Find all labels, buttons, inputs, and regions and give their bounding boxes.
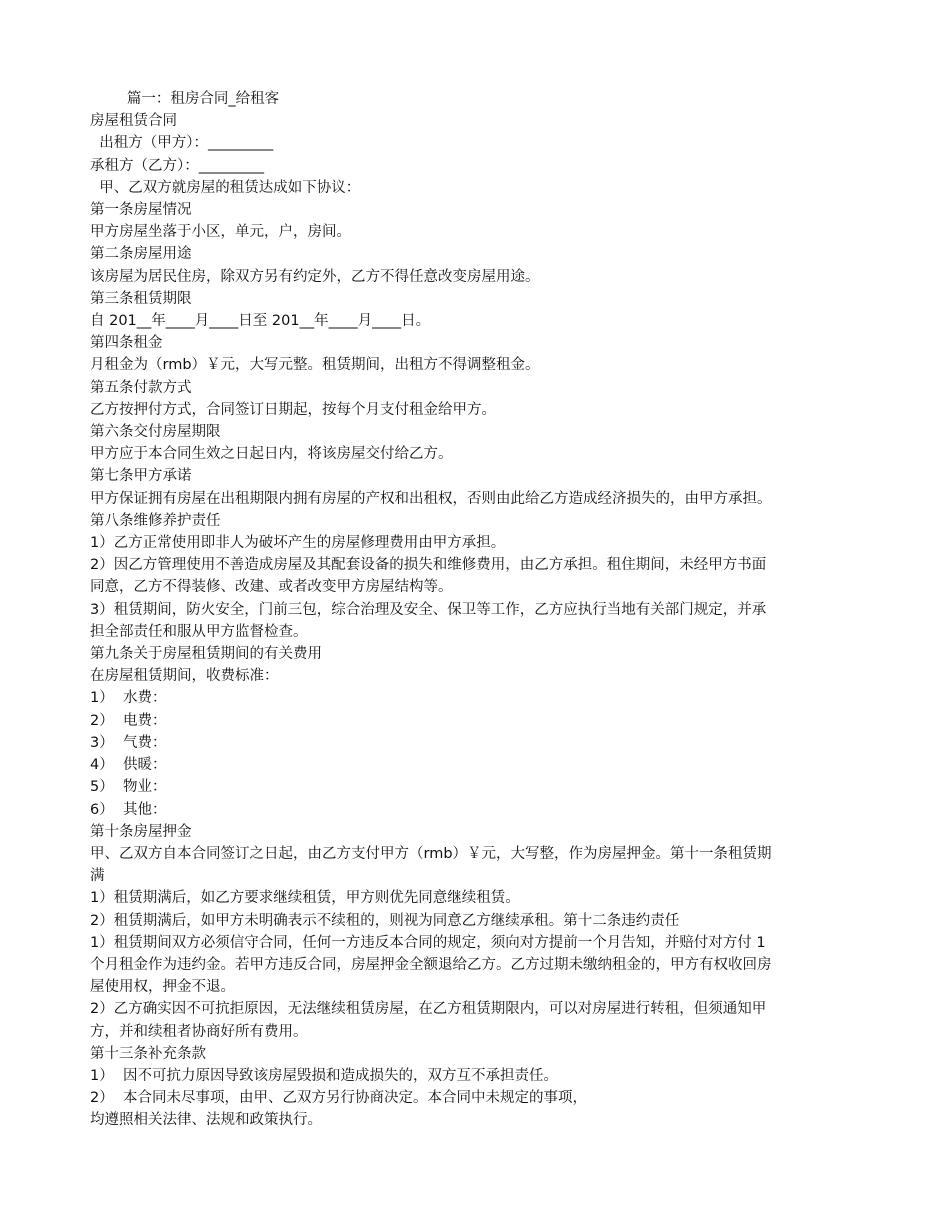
document-line: 第五条付款方式 bbox=[90, 379, 192, 396]
document-line: 5） 物业： bbox=[90, 779, 167, 796]
document-line: 均遵照相关法律、法规和政策执行。 bbox=[90, 1112, 322, 1129]
document-line: 甲、乙双方自本合同签订之日起，由乙方支付甲方（rmb）￥元，大写整，作为房屋押金。第十一条租赁期 bbox=[90, 845, 772, 862]
document-line: 1）租赁期间双方必须信守合同，任何一方违反本合同的规定，须向对方提前一个月告知，并赔付对方付 1 bbox=[90, 934, 766, 951]
document-line: 1）乙方正常使用即非人为破坏产生的房屋修理费用由甲方承担。 bbox=[90, 535, 506, 552]
document-line: 2）租赁期满后，如甲方未明确表示不续租的，则视为同意乙方继续承租。第十二条违约责任 bbox=[90, 912, 680, 929]
document-line: 第十三条补充条款 bbox=[90, 1045, 206, 1062]
document-line: 2） 电费： bbox=[90, 712, 167, 729]
document-line: 2）因乙方管理使用不善造成房屋及其配套设备的损失和维修费用，由乙方承担。租住期间，未经甲方书面 bbox=[90, 557, 767, 574]
document-line: 第三条租赁期限 bbox=[90, 290, 192, 307]
document-line: 4） 供暖： bbox=[90, 757, 167, 774]
document-line: 该房屋为居民住房，除双方另有约定外，乙方不得任意改变房屋用途。 bbox=[90, 268, 540, 285]
document-line: 第八条维修养护责任 bbox=[90, 512, 221, 529]
document-line: 出租方（甲方）：_________ bbox=[90, 135, 274, 152]
document-line: 满 bbox=[90, 868, 105, 885]
document-line: 担全部责任和服从甲方监督检查。 bbox=[90, 623, 308, 640]
document-line: 甲方保证拥有房屋在出租期限内拥有房屋的产权和出租权，否则由此给乙方造成经济损失的，由甲方承担。 bbox=[90, 490, 772, 507]
document-line: 3）租赁期间，防火安全，门前三包，综合治理及安全、保卫等工作，乙方应执行当地有关部门规定，并承 bbox=[90, 601, 767, 618]
document-line: 第九条关于房屋租赁期间的有关费用 bbox=[90, 646, 322, 663]
document-line: 第十条房屋押金 bbox=[90, 823, 192, 840]
document-line: 2） 本合同未尽事项，由甲、乙双方另行协商决定。本合同中未规定的事项， bbox=[90, 1090, 587, 1107]
document-line: 第六条交付房屋期限 bbox=[90, 424, 221, 441]
document-line: 6） 其他： bbox=[90, 801, 167, 818]
document-line: 第一条房屋情况 bbox=[90, 202, 192, 219]
document-line: 1）租赁期满后，如乙方要求继续租赁，甲方则优先同意继续租赁。 bbox=[90, 890, 520, 907]
document-line: 在房屋租赁期间，收费标准： bbox=[90, 668, 279, 685]
document-line: 屋使用权，押金不退。 bbox=[90, 979, 235, 996]
document-line: 方，并和续租者协商好所有费用。 bbox=[90, 1023, 308, 1040]
document-line: 1） 因不可抗力原因导致该房屋毁损和造成损失的，双方互不承担责任。 bbox=[90, 1067, 558, 1084]
document-line: 同意，乙方不得装修、改建、或者改变甲方房屋结构等。 bbox=[90, 579, 453, 596]
document-line: 甲方房屋坐落于小区，单元，户，房间。 bbox=[90, 224, 351, 241]
document-line: 第二条房屋用途 bbox=[90, 246, 192, 263]
document-line: 甲、乙双方就房屋的租赁达成如下协议： bbox=[90, 179, 361, 196]
document-line: 房屋租赁合同 bbox=[90, 113, 177, 130]
document-line: 承租方（乙方）：_________ bbox=[90, 157, 264, 174]
document-line: 第四条租金 bbox=[90, 335, 163, 352]
document-line: 篇一：租房合同_给租客 bbox=[90, 91, 280, 107]
document-line: 乙方按押付方式，合同签订日期起，按每个月支付租金给甲方。 bbox=[90, 401, 496, 418]
document-line: 2）乙方确实因不可抗拒原因，无法继续租赁房屋，在乙方租赁期限内，可以对房屋进行转租，但须通知甲 bbox=[90, 1001, 767, 1018]
document-line: 甲方应于本合同生效之日起日内，将该房屋交付给乙方。 bbox=[90, 446, 453, 463]
document-line: 月租金为（rmb）￥元，大写元整。租赁期间，出租方不得调整租金。 bbox=[90, 357, 540, 374]
document-line: 3） 气费： bbox=[90, 734, 167, 751]
document-line: 自 201__年____月____日至 201__年____月____日。 bbox=[90, 313, 431, 330]
document-line: 个月租金作为违约金。若甲方违反合同，房屋押金全额退给乙方。乙方过期未缴纳租金的，甲方有权收回房 bbox=[90, 956, 772, 973]
document-line: 第七条甲方承诺 bbox=[90, 468, 192, 485]
document-line: 1） 水费： bbox=[90, 690, 167, 707]
document-body bbox=[90, 88, 860, 1132]
